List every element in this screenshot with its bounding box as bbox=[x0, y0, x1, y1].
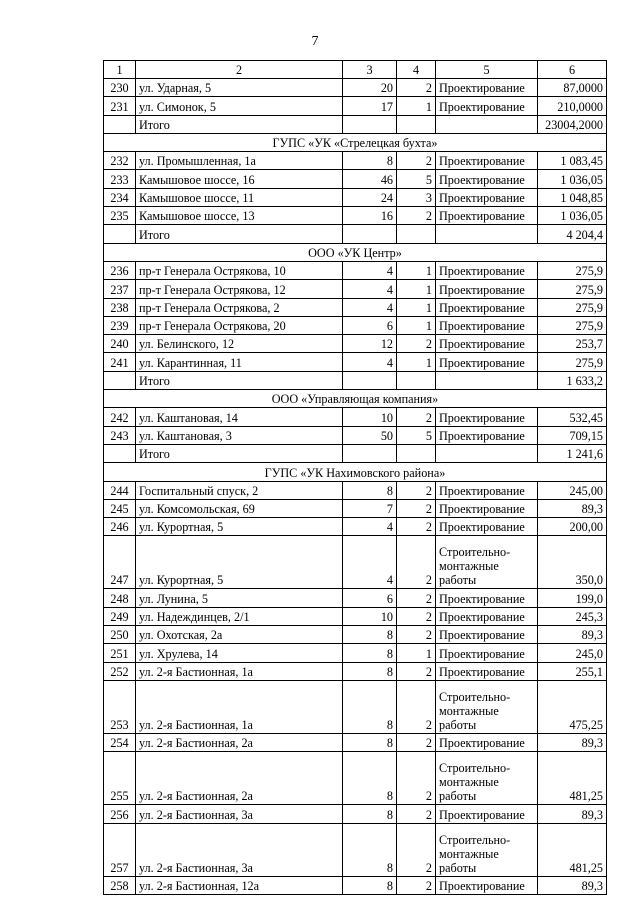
work-type-cell bbox=[436, 261, 538, 279]
address-cell: ул. Курортная, 5 bbox=[136, 536, 343, 589]
work-type-line: монтажные bbox=[439, 559, 499, 574]
total-label: Итого bbox=[136, 371, 343, 389]
total-number-cell bbox=[104, 225, 136, 243]
group-title: ООО «Управляющая компания» bbox=[104, 390, 607, 408]
column-3-value: 8 bbox=[343, 152, 397, 170]
row-number: 238 bbox=[104, 298, 136, 316]
work-type-line: монтажные bbox=[439, 775, 499, 790]
address-cell: ул. Промышленная, 1а bbox=[136, 152, 343, 170]
total-row bbox=[104, 444, 607, 462]
column-4-value: 2 bbox=[397, 626, 436, 644]
row-number: 251 bbox=[104, 644, 136, 662]
total-empty-cell bbox=[397, 371, 436, 389]
column-3-value: 8 bbox=[343, 823, 397, 876]
column-3-value: 6 bbox=[343, 316, 397, 334]
group-title: ГУПС «УК «Стрелецкая бухта» bbox=[104, 133, 607, 151]
column-number: 1 bbox=[104, 61, 136, 79]
column-3-value: 8 bbox=[343, 805, 397, 823]
column-3-value: 8 bbox=[343, 752, 397, 805]
work-type-cell bbox=[436, 805, 538, 823]
table-row bbox=[104, 152, 607, 170]
column-3-value: 8 bbox=[343, 644, 397, 662]
work-type-line: Проектирование bbox=[439, 300, 525, 315]
column-4-value: 1 bbox=[397, 97, 436, 115]
work-type-cell bbox=[436, 662, 538, 680]
address-cell: ул. Надеждинцев, 2/1 bbox=[136, 607, 343, 625]
work-type-cell bbox=[436, 152, 538, 170]
work-type-line: монтажные bbox=[439, 846, 499, 861]
work-type-cell bbox=[436, 170, 538, 188]
column-3-value: 8 bbox=[343, 481, 397, 499]
table-row bbox=[104, 662, 607, 680]
work-type-line: Проектирование bbox=[439, 355, 525, 370]
address-cell: Госпитальный спуск, 2 bbox=[136, 481, 343, 499]
table-row bbox=[104, 876, 607, 894]
work-type-cell bbox=[436, 518, 538, 536]
work-type-line: работы bbox=[439, 717, 477, 732]
address-cell: пр-т Генерала Острякова, 10 bbox=[136, 261, 343, 279]
column-3-value: 10 bbox=[343, 408, 397, 426]
work-type-line: Проектирование bbox=[439, 172, 525, 187]
row-number: 239 bbox=[104, 316, 136, 334]
address-cell: ул. 2-я Бастионная, 12а bbox=[136, 876, 343, 894]
work-type-cell bbox=[436, 79, 538, 97]
column-4-value: 2 bbox=[397, 408, 436, 426]
total-empty-cell bbox=[397, 115, 436, 133]
sum-cell: 89,3 bbox=[538, 626, 607, 644]
column-4-value: 2 bbox=[397, 752, 436, 805]
column-number: 3 bbox=[343, 61, 397, 79]
address-cell: ул. Симонок, 5 bbox=[136, 97, 343, 115]
sum-cell: 210,0000 bbox=[538, 97, 607, 115]
column-3-value: 6 bbox=[343, 589, 397, 607]
work-type-line: монтажные bbox=[439, 703, 499, 718]
sum-cell: 532,45 bbox=[538, 408, 607, 426]
sum-cell: 200,00 bbox=[538, 518, 607, 536]
sum-cell: 1 083,45 bbox=[538, 152, 607, 170]
column-4-value: 2 bbox=[397, 207, 436, 225]
column-4-value: 2 bbox=[397, 589, 436, 607]
sum-cell: 245,0 bbox=[538, 644, 607, 662]
column-3-value: 12 bbox=[343, 335, 397, 353]
table-row bbox=[104, 644, 607, 662]
work-type-line: Проектирование bbox=[439, 428, 525, 443]
row-number: 254 bbox=[104, 733, 136, 751]
table-row bbox=[104, 261, 607, 279]
total-label: Итого bbox=[136, 444, 343, 462]
column-4-value: 2 bbox=[397, 536, 436, 589]
work-type-cell bbox=[436, 335, 538, 353]
total-row bbox=[104, 371, 607, 389]
column-3-value: 10 bbox=[343, 607, 397, 625]
work-type-line: Проектирование bbox=[439, 878, 525, 893]
total-empty-cell bbox=[436, 225, 538, 243]
work-type-cell bbox=[436, 481, 538, 499]
work-type-cell bbox=[436, 316, 538, 334]
work-type-line: Проектирование bbox=[439, 410, 525, 425]
column-4-value: 1 bbox=[397, 644, 436, 662]
table-row bbox=[104, 752, 607, 805]
row-number: 244 bbox=[104, 481, 136, 499]
total-empty-cell bbox=[343, 371, 397, 389]
table-row bbox=[104, 170, 607, 188]
group-header-row bbox=[104, 133, 607, 151]
column-4-value: 2 bbox=[397, 152, 436, 170]
column-3-value: 16 bbox=[343, 207, 397, 225]
row-number: 248 bbox=[104, 589, 136, 607]
column-4-value: 2 bbox=[397, 481, 436, 499]
address-cell: ул. Ударная, 5 bbox=[136, 79, 343, 97]
column-4-value: 2 bbox=[397, 733, 436, 751]
column-3-value: 4 bbox=[343, 518, 397, 536]
row-number: 249 bbox=[104, 607, 136, 625]
total-empty-cell bbox=[343, 225, 397, 243]
work-type-line: Проектирование bbox=[439, 282, 525, 297]
sum-cell: 275,9 bbox=[538, 298, 607, 316]
column-4-value: 3 bbox=[397, 188, 436, 206]
column-4-value: 2 bbox=[397, 499, 436, 517]
work-type-line: Проектирование bbox=[439, 646, 525, 661]
column-number-row bbox=[104, 61, 607, 79]
total-empty-cell bbox=[343, 444, 397, 462]
work-type-cell bbox=[436, 426, 538, 444]
row-number: 240 bbox=[104, 335, 136, 353]
row-number: 257 bbox=[104, 823, 136, 876]
table-row bbox=[104, 97, 607, 115]
work-type-line: Проектирование bbox=[439, 264, 525, 279]
column-3-value: 4 bbox=[343, 353, 397, 371]
column-4-value: 1 bbox=[397, 298, 436, 316]
row-number: 256 bbox=[104, 805, 136, 823]
row-number: 246 bbox=[104, 518, 136, 536]
work-type-cell bbox=[436, 280, 538, 298]
total-label: Итого bbox=[136, 225, 343, 243]
address-cell: пр-т Генерала Острякова, 20 bbox=[136, 316, 343, 334]
column-4-value: 2 bbox=[397, 335, 436, 353]
column-4-value: 2 bbox=[397, 876, 436, 894]
work-type-line: Проектирование bbox=[439, 337, 525, 352]
work-type-cell bbox=[436, 207, 538, 225]
work-type-line: Строительно- bbox=[439, 761, 511, 776]
work-type-line: Проектирование bbox=[439, 591, 525, 606]
register-table-body bbox=[104, 61, 607, 895]
sum-cell: 245,00 bbox=[538, 481, 607, 499]
column-4-value: 2 bbox=[397, 680, 436, 733]
work-type-line: Проектирование bbox=[439, 610, 525, 625]
column-3-value: 7 bbox=[343, 499, 397, 517]
table-row bbox=[104, 481, 607, 499]
table-row bbox=[104, 823, 607, 876]
work-type-line: Проектирование bbox=[439, 209, 525, 224]
address-cell: пр-т Генерала Острякова, 12 bbox=[136, 280, 343, 298]
table-row bbox=[104, 499, 607, 517]
column-3-value: 4 bbox=[343, 298, 397, 316]
address-cell: ул. Лунина, 5 bbox=[136, 589, 343, 607]
table-row bbox=[104, 805, 607, 823]
sum-cell: 481,25 bbox=[538, 752, 607, 805]
table-row bbox=[104, 280, 607, 298]
address-cell: ул. Охотская, 2а bbox=[136, 626, 343, 644]
address-cell: пр-т Генерала Острякова, 2 bbox=[136, 298, 343, 316]
column-number: 6 bbox=[538, 61, 607, 79]
work-type-cell bbox=[436, 752, 538, 805]
sum-cell: 89,3 bbox=[538, 805, 607, 823]
work-type-line: Строительно- bbox=[439, 545, 511, 560]
column-3-value: 24 bbox=[343, 188, 397, 206]
address-cell: ул. 2-я Бастионная, 2а bbox=[136, 733, 343, 751]
column-3-value: 20 bbox=[343, 79, 397, 97]
work-type-cell bbox=[436, 823, 538, 876]
total-sum: 23004,2000 bbox=[538, 115, 607, 133]
column-3-value: 4 bbox=[343, 261, 397, 279]
sum-cell: 481,25 bbox=[538, 823, 607, 876]
column-4-value: 1 bbox=[397, 261, 436, 279]
row-number: 234 bbox=[104, 188, 136, 206]
sum-cell: 1 036,05 bbox=[538, 207, 607, 225]
table-row bbox=[104, 188, 607, 206]
sum-cell: 255,1 bbox=[538, 662, 607, 680]
work-type-cell bbox=[436, 298, 538, 316]
column-4-value: 2 bbox=[397, 823, 436, 876]
sum-cell: 87,0000 bbox=[538, 79, 607, 97]
address-cell: ул. Карантинная, 11 bbox=[136, 353, 343, 371]
sum-cell: 275,9 bbox=[538, 316, 607, 334]
total-sum: 1 633,2 bbox=[538, 371, 607, 389]
row-number: 247 bbox=[104, 536, 136, 589]
work-type-line: Проектирование bbox=[439, 99, 525, 114]
column-number: 2 bbox=[136, 61, 343, 79]
table-row bbox=[104, 680, 607, 733]
work-type-line: Строительно- bbox=[439, 832, 511, 847]
total-empty-cell bbox=[436, 115, 538, 133]
work-type-line: Проектирование bbox=[439, 520, 525, 535]
row-number: 252 bbox=[104, 662, 136, 680]
address-cell: ул. 2-я Бастионная, 1а bbox=[136, 662, 343, 680]
column-3-value: 50 bbox=[343, 426, 397, 444]
address-cell: Камышовое шоссе, 13 bbox=[136, 207, 343, 225]
work-type-line: Проектирование bbox=[439, 483, 525, 498]
sum-cell: 199,0 bbox=[538, 589, 607, 607]
sum-cell: 89,3 bbox=[538, 499, 607, 517]
column-4-value: 5 bbox=[397, 170, 436, 188]
group-header-row bbox=[104, 463, 607, 481]
row-number: 236 bbox=[104, 261, 136, 279]
table-row bbox=[104, 518, 607, 536]
work-type-cell bbox=[436, 733, 538, 751]
work-type-line: работы bbox=[439, 573, 477, 588]
table-row bbox=[104, 335, 607, 353]
table-row bbox=[104, 626, 607, 644]
total-sum: 4 204,4 bbox=[538, 225, 607, 243]
sum-cell: 275,9 bbox=[538, 261, 607, 279]
row-number: 253 bbox=[104, 680, 136, 733]
total-empty-cell bbox=[436, 371, 538, 389]
sum-cell: 475,25 bbox=[538, 680, 607, 733]
total-empty-cell bbox=[397, 225, 436, 243]
table-row bbox=[104, 589, 607, 607]
address-cell: ул. Хрулева, 14 bbox=[136, 644, 343, 662]
column-3-value: 8 bbox=[343, 626, 397, 644]
sum-cell: 253,7 bbox=[538, 335, 607, 353]
work-type-cell bbox=[436, 97, 538, 115]
work-type-line: работы bbox=[439, 860, 477, 875]
column-3-value: 4 bbox=[343, 536, 397, 589]
row-number: 255 bbox=[104, 752, 136, 805]
total-empty-cell bbox=[343, 115, 397, 133]
work-type-cell bbox=[436, 876, 538, 894]
address-cell: ул. Каштановая, 3 bbox=[136, 426, 343, 444]
row-number: 245 bbox=[104, 499, 136, 517]
table-row bbox=[104, 353, 607, 371]
table-row bbox=[104, 79, 607, 97]
group-title: ООО «УК Центр» bbox=[104, 243, 607, 261]
work-type-cell bbox=[436, 644, 538, 662]
sum-cell: 275,9 bbox=[538, 353, 607, 371]
column-4-value: 1 bbox=[397, 280, 436, 298]
table-row bbox=[104, 607, 607, 625]
column-3-value: 4 bbox=[343, 280, 397, 298]
work-type-cell bbox=[436, 499, 538, 517]
total-row bbox=[104, 225, 607, 243]
column-number: 4 bbox=[397, 61, 436, 79]
column-4-value: 1 bbox=[397, 316, 436, 334]
column-4-value: 2 bbox=[397, 79, 436, 97]
column-3-value: 8 bbox=[343, 733, 397, 751]
work-type-line: Проектирование bbox=[439, 319, 525, 334]
row-number: 231 bbox=[104, 97, 136, 115]
address-cell: ул. 2-я Бастионная, 1а bbox=[136, 680, 343, 733]
work-type-line: Проектирование bbox=[439, 502, 525, 517]
work-type-line: Проектирование bbox=[439, 736, 525, 751]
address-cell: ул. Комсомольская, 69 bbox=[136, 499, 343, 517]
row-number: 232 bbox=[104, 152, 136, 170]
row-number: 242 bbox=[104, 408, 136, 426]
address-cell: ул. 2-я Бастионная, 3а bbox=[136, 805, 343, 823]
work-type-cell bbox=[436, 589, 538, 607]
total-row bbox=[104, 115, 607, 133]
column-number: 5 bbox=[436, 61, 538, 79]
address-cell: ул. Белинского, 12 bbox=[136, 335, 343, 353]
work-type-cell bbox=[436, 536, 538, 589]
row-number: 235 bbox=[104, 207, 136, 225]
address-cell: Камышовое шоссе, 11 bbox=[136, 188, 343, 206]
column-3-value: 8 bbox=[343, 876, 397, 894]
column-4-value: 5 bbox=[397, 426, 436, 444]
total-empty-cell bbox=[397, 444, 436, 462]
address-cell: ул. 2-я Бастионная, 3а bbox=[136, 823, 343, 876]
address-cell: Камышовое шоссе, 16 bbox=[136, 170, 343, 188]
table-row bbox=[104, 207, 607, 225]
table-row bbox=[104, 426, 607, 444]
address-cell: ул. 2-я Бастионная, 2а bbox=[136, 752, 343, 805]
total-sum: 1 241,6 bbox=[538, 444, 607, 462]
column-4-value: 2 bbox=[397, 805, 436, 823]
work-type-line: Проектирование bbox=[439, 81, 525, 96]
table-row bbox=[104, 408, 607, 426]
row-number: 243 bbox=[104, 426, 136, 444]
work-type-line: Проектирование bbox=[439, 807, 525, 822]
work-type-line: Проектирование bbox=[439, 154, 525, 169]
address-cell: ул. Курортная, 5 bbox=[136, 518, 343, 536]
group-header-row bbox=[104, 390, 607, 408]
total-empty-cell bbox=[436, 444, 538, 462]
column-3-value: 46 bbox=[343, 170, 397, 188]
table-row bbox=[104, 733, 607, 751]
page-number: 7 bbox=[311, 34, 319, 49]
work-type-cell bbox=[436, 353, 538, 371]
column-4-value: 2 bbox=[397, 607, 436, 625]
sum-cell: 275,9 bbox=[538, 280, 607, 298]
total-number-cell bbox=[104, 115, 136, 133]
group-title: ГУПС «УК Нахимовского района» bbox=[104, 463, 607, 481]
group-header-row bbox=[104, 243, 607, 261]
table-row bbox=[104, 316, 607, 334]
column-3-value: 8 bbox=[343, 662, 397, 680]
sum-cell: 709,15 bbox=[538, 426, 607, 444]
sum-cell: 350,0 bbox=[538, 536, 607, 589]
column-3-value: 17 bbox=[343, 97, 397, 115]
row-number: 237 bbox=[104, 280, 136, 298]
sum-cell: 89,3 bbox=[538, 876, 607, 894]
work-type-line: работы bbox=[439, 789, 477, 804]
work-type-line: Проектирование bbox=[439, 664, 525, 679]
work-type-line: Строительно- bbox=[439, 689, 511, 704]
address-cell: ул. Каштановая, 14 bbox=[136, 408, 343, 426]
work-type-cell bbox=[436, 626, 538, 644]
row-number: 241 bbox=[104, 353, 136, 371]
column-4-value: 2 bbox=[397, 518, 436, 536]
total-number-cell bbox=[104, 371, 136, 389]
work-type-line: Проектирование bbox=[439, 628, 525, 643]
table-row bbox=[104, 298, 607, 316]
table-row bbox=[104, 536, 607, 589]
column-3-value: 8 bbox=[343, 680, 397, 733]
work-type-line: Проектирование bbox=[439, 191, 525, 206]
work-type-cell bbox=[436, 188, 538, 206]
sum-cell: 1 036,05 bbox=[538, 170, 607, 188]
work-type-cell bbox=[436, 408, 538, 426]
row-number: 250 bbox=[104, 626, 136, 644]
sum-cell: 1 048,85 bbox=[538, 188, 607, 206]
sum-cell: 89,3 bbox=[538, 733, 607, 751]
column-4-value: 2 bbox=[397, 662, 436, 680]
sum-cell: 245,3 bbox=[538, 607, 607, 625]
work-type-cell bbox=[436, 607, 538, 625]
row-number: 258 bbox=[104, 876, 136, 894]
total-number-cell bbox=[104, 444, 136, 462]
register-table bbox=[103, 60, 607, 895]
row-number: 233 bbox=[104, 170, 136, 188]
work-type-cell bbox=[436, 680, 538, 733]
column-4-value: 1 bbox=[397, 353, 436, 371]
row-number: 230 bbox=[104, 79, 136, 97]
total-label: Итого bbox=[136, 115, 343, 133]
